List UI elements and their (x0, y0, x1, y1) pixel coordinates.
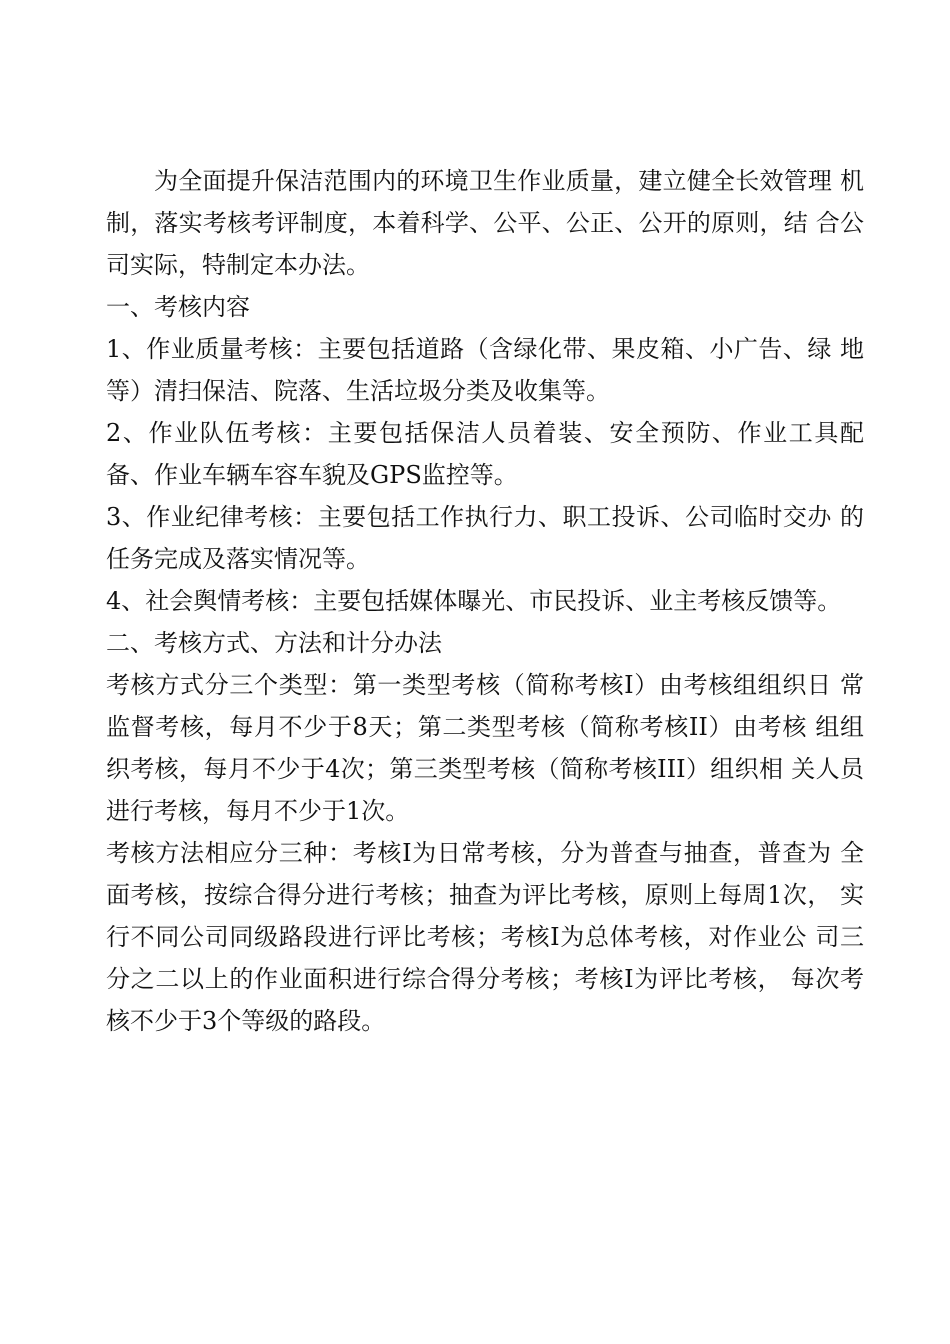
section-heading-1: 一、考核内容 (106, 293, 250, 321)
list-item-4: 4、社会舆情考核：主要包括媒体曝光、市民投诉、业主考核反馈等。 (106, 587, 842, 615)
list-item-3: 3、作业纪律考核：主要包括工作执行力、职工投诉、公司临时交办 的任务完成及落实情况等。 (106, 503, 864, 573)
document-body (106, 160, 864, 1042)
list-item-1: 1、作业质量考核：主要包括道路（含绿化带、果皮箱、小广告、绿 地等）清扫保洁、院落、生活垃圾分类及收集等。 (106, 335, 864, 405)
list-item-2: 2、作业队伍考核：主要包括保洁人员着装、安全预防、作业工具配备、作业车辆车容车貌及GPS监控等。 (106, 419, 864, 489)
methods-paragraph-1: 考核方式分三个类型：第一类型考核（简称考核I）由考核组组织日 常监督考核，每月不少于8天；第二类型考核（简称考核II）由考核 组组织考核，每月不少于4次；第三类型考核（简称考核III）组织相 关人员进行考核，每月不少于1次。 (106, 671, 864, 825)
methods-paragraph-2: 考核方法相应分三种：考核I为日常考核，分为普查与抽查，普查为 全面考核，按综合得分进行考核；抽查为评比考核，原则上每周1次， 实行不同公司同级路段进行评比考核；考核I为总体考核，对作业公 司三分之二以上的作业面积进行综合得分考核；考核I为评比考核， 每次考核不少于3个等级的路段。 (106, 839, 864, 1035)
intro-paragraph: 为全面提升保洁范围内的环境卫生作业质量，建立健全长效管理 机制，落实考核考评制度，本着科学、公平、公正、公开的原则，结 合公司实际，特制定本办法。 (106, 167, 864, 279)
section-heading-2: 二、考核方式、方法和计分办法 (106, 629, 442, 657)
